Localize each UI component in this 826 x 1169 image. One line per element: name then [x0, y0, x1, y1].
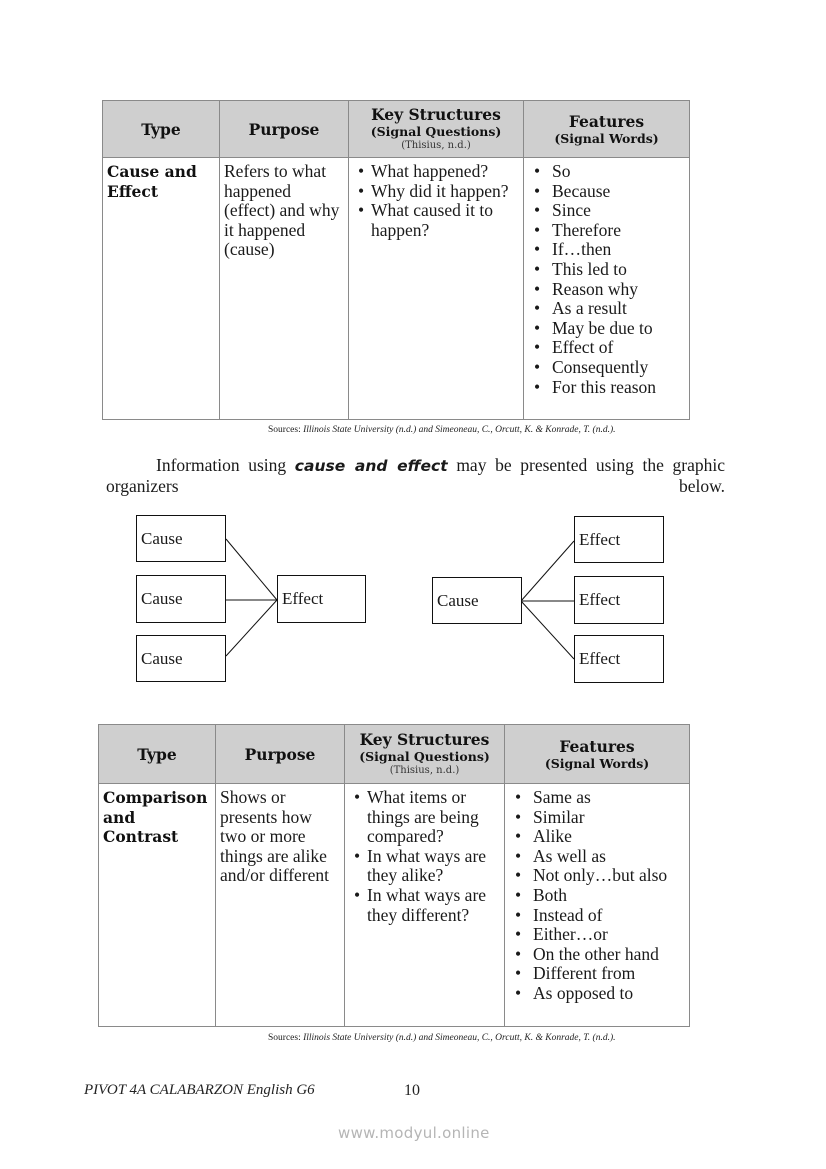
- header-key-structures-title: Key Structures: [359, 730, 490, 749]
- signal-question: • What caused it to happen?: [349, 201, 521, 240]
- header-features: [505, 725, 690, 784]
- footer-module-title: PIVOT 4A CALABARZON English G6: [84, 1082, 315, 1098]
- signal-words-cell: [505, 784, 690, 1027]
- type-cell: [103, 158, 220, 420]
- purpose-cell: Refers to what happened (effect) and why it happened (cause): [220, 158, 349, 420]
- signal-word: • On the other hand: [505, 945, 687, 965]
- signal-word: • This led to: [524, 260, 687, 280]
- signal-word: • As a result: [524, 299, 687, 319]
- cause-effect-table: [102, 100, 690, 420]
- table-row: [99, 784, 690, 1027]
- page-number: 10: [404, 1082, 420, 1099]
- emphasis-text: cause and effect: [294, 457, 448, 475]
- signal-word: • Consequently: [524, 358, 687, 378]
- table2-sources: [268, 1033, 616, 1043]
- signal-question: • What items or things are being compared?: [345, 788, 502, 847]
- signal-question: • Why did it happen?: [349, 182, 521, 202]
- signal-word: • As opposed to: [505, 984, 687, 1004]
- signal-word: • Reason why: [524, 280, 687, 300]
- table1-sources: [268, 425, 616, 435]
- cause-box: Cause: [136, 575, 226, 623]
- header-key-structures-title: Key Structures: [371, 105, 501, 124]
- header-key-structures-citation: (Thisius, n.d.): [401, 140, 471, 151]
- signal-questions-cell: [349, 158, 524, 420]
- header-features-subtitle: (Signal Words): [544, 755, 650, 771]
- signal-question: • What happened?: [349, 162, 521, 182]
- signal-words-list: [524, 158, 689, 401]
- header-features-title: Features: [559, 736, 635, 756]
- signal-question: • In what ways are they alike?: [345, 847, 502, 886]
- type-label-line: Effect: [107, 181, 158, 201]
- header-key-structures-subtitle: (Signal Questions): [370, 124, 502, 139]
- signal-word: • If…then: [524, 240, 687, 260]
- header-purpose: Purpose: [216, 725, 345, 784]
- signal-word: • Since: [524, 201, 687, 221]
- signal-words-cell: [524, 158, 690, 420]
- cause-box: Cause: [136, 515, 226, 562]
- signal-word: • Because: [524, 182, 687, 202]
- connector-line: [226, 539, 277, 600]
- signal-words-list: [505, 784, 689, 1008]
- signal-word: • Either…or: [505, 925, 687, 945]
- type-label-line: Cause and: [107, 162, 197, 181]
- signal-word: • Instead of: [505, 906, 687, 926]
- signal-questions-cell: [345, 784, 505, 1027]
- paragraph-text: may be presented using the graphic organizers below.: [106, 455, 725, 496]
- signal-word: • So: [524, 162, 687, 182]
- cause-box: Cause: [136, 635, 226, 682]
- sources-text: Illinois State University (n.d.) and Simeoneau, C., Orcutt, K. & Konrade, T. (n.d.).: [303, 1033, 616, 1043]
- type-cell: [99, 784, 216, 1027]
- header-features-subtitle: (Signal Words): [554, 130, 659, 146]
- signal-word: • As well as: [505, 847, 687, 867]
- header-features: [524, 101, 690, 158]
- purpose-cell: Shows or presents how two or more things are alike and/or different: [216, 784, 345, 1027]
- table-header-row: [103, 101, 690, 158]
- signal-word: • Therefore: [524, 221, 687, 241]
- connector-line: [521, 541, 574, 601]
- effect-box: Effect: [574, 576, 664, 624]
- header-features-title: Features: [568, 111, 645, 131]
- effect-box: Effect: [277, 575, 366, 623]
- header-key-structures-citation: (Thisius, n.d.): [389, 765, 460, 776]
- header-type: Type: [103, 101, 220, 158]
- header-key-structures: [349, 101, 524, 158]
- signal-word: • For this reason: [524, 378, 687, 398]
- header-key-structures-subtitle: (Signal Questions): [359, 749, 490, 764]
- intro-paragraph: [106, 455, 725, 496]
- type-label-line: and: [103, 807, 136, 827]
- connector-line: [226, 600, 277, 656]
- signal-word: • Same as: [505, 788, 687, 808]
- comparison-contrast-table: [98, 724, 690, 1027]
- signal-word: • Different from: [505, 964, 687, 984]
- effect-box: Effect: [574, 635, 664, 683]
- paragraph-text: Information using: [156, 455, 295, 475]
- signal-question: • In what ways are they different?: [345, 886, 502, 925]
- header-key-structures: [345, 725, 505, 784]
- table-header-row: [99, 725, 690, 784]
- watermark: www.modyul.online: [338, 1124, 490, 1142]
- cause-box: Cause: [432, 577, 522, 624]
- sources-label: Sources:: [268, 1033, 301, 1043]
- sources-text: Illinois State University (n.d.) and Simeoneau, C., Orcutt, K. & Konrade, T. (n.d.).: [303, 425, 616, 435]
- signal-questions-list: [345, 784, 504, 929]
- signal-word: • Alike: [505, 827, 687, 847]
- table-row: [103, 158, 690, 420]
- header-purpose: Purpose: [220, 101, 349, 158]
- effect-box: Effect: [574, 516, 664, 563]
- header-type: Type: [99, 725, 216, 784]
- sources-label: Sources:: [268, 425, 301, 435]
- signal-word: • Both: [505, 886, 687, 906]
- signal-word: • May be due to: [524, 319, 687, 339]
- type-label-line: Contrast: [103, 827, 179, 847]
- signal-word: • Effect of: [524, 338, 687, 358]
- type-label-line: Comparison: [103, 788, 208, 807]
- signal-word: • Similar: [505, 808, 687, 828]
- signal-questions-list: [349, 158, 523, 244]
- connector-line: [521, 601, 574, 659]
- paragraph-line: [106, 455, 725, 496]
- signal-word: • Not only…but also: [505, 866, 687, 886]
